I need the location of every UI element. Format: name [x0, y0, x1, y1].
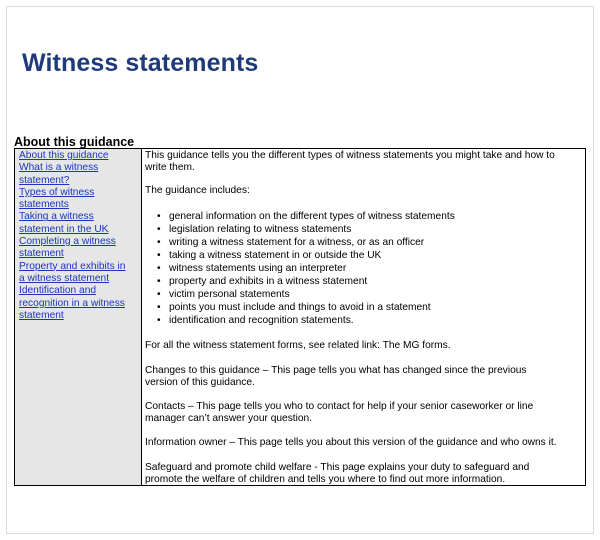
nav-link-completing-a-witness-statement[interactable]: Completing a witness — [19, 236, 116, 248]
safeguard-line-2: promote the welfare of children and tells you where to find out more information. — [145, 474, 506, 486]
list-item: • property and exhibits in a witness statement — [145, 276, 455, 289]
intro-line-1: This guidance tells you the different types of witness statements you might take and how to — [145, 150, 555, 161]
list-item: • victim personal statements — [145, 289, 455, 302]
nav-link-what-is-a-witness-statement[interactable]: What is a witness — [19, 162, 99, 174]
nav-link-taking-a-witness-statement[interactable]: Taking a witness — [19, 211, 94, 223]
nav-link-taking-a-witness-statement-cont[interactable]: statement in the UK — [19, 223, 109, 235]
contacts-paragraph — [145, 401, 581, 426]
includes-list — [145, 211, 455, 328]
nav-link-about-this-guidance[interactable]: About this guidance — [19, 150, 109, 161]
list-item: • general information on the different types of witness statements — [145, 211, 455, 224]
list-item: • taking a witness statement in or outside the UK — [145, 250, 455, 263]
nav-link-completing-a-witness-statement-cont[interactable]: statement — [19, 248, 64, 260]
nav-link-types-of-witness-statements[interactable]: Types of witness — [19, 186, 95, 198]
nav-link-what-is-a-witness-statement-cont[interactable]: statement? — [19, 174, 70, 186]
content-cell — [143, 149, 585, 485]
nav-link-identification-and-recognition[interactable]: Identification and — [19, 285, 97, 297]
list-item: • writing a witness statement for a witness, or as an officer — [145, 237, 455, 250]
guidance-table — [14, 148, 586, 486]
nav-link-types-of-witness-statements-cont[interactable]: statements — [19, 199, 69, 211]
changes-line-2: version of this guidance. — [145, 377, 255, 389]
owner-paragraph: Information owner – This page tells you about this version of the guidance and who owns it. — [145, 437, 557, 448]
nav-link-property-and-exhibits-cont[interactable]: a witness statement — [19, 272, 110, 284]
nav-link-identification-and-recognition-cont[interactable]: recognition in a witness — [19, 297, 125, 309]
changes-paragraph — [145, 365, 581, 390]
contacts-line-2: manager can’t answer your question. — [145, 413, 313, 425]
list-item: • legislation relating to witness statements — [145, 224, 455, 237]
intro-paragraph — [145, 150, 581, 175]
safeguard-paragraph — [145, 462, 581, 487]
list-item: • witness statements using an interpreter — [145, 263, 455, 276]
safeguard-line-1: Safeguard and promote child welfare - This page explains your duty to safeguard and — [145, 462, 530, 473]
nav-link-identification-and-recognition-end[interactable]: statement — [19, 309, 64, 321]
list-item: • points you must include and things to avoid in a statement — [145, 302, 455, 315]
section-heading: About this guidance — [14, 135, 135, 149]
changes-line-1: Changes to this guidance – This page tells you what has changed since the previous — [145, 365, 527, 376]
document-title: Witness statements — [22, 49, 259, 77]
contacts-line-1: Contacts – This page tells you who to contact for help if your senior caseworker or line — [145, 401, 534, 412]
list-item: • identification and recognition statements. — [145, 315, 455, 328]
intro-line-2: write them. — [145, 162, 195, 174]
includes-label: The guidance includes: — [145, 185, 250, 196]
navigation-cell — [15, 149, 142, 485]
nav-link-property-and-exhibits[interactable]: Property and exhibits in — [19, 260, 126, 272]
forms-paragraph: For all the witness statement forms, see related link: The MG forms. — [145, 340, 451, 351]
